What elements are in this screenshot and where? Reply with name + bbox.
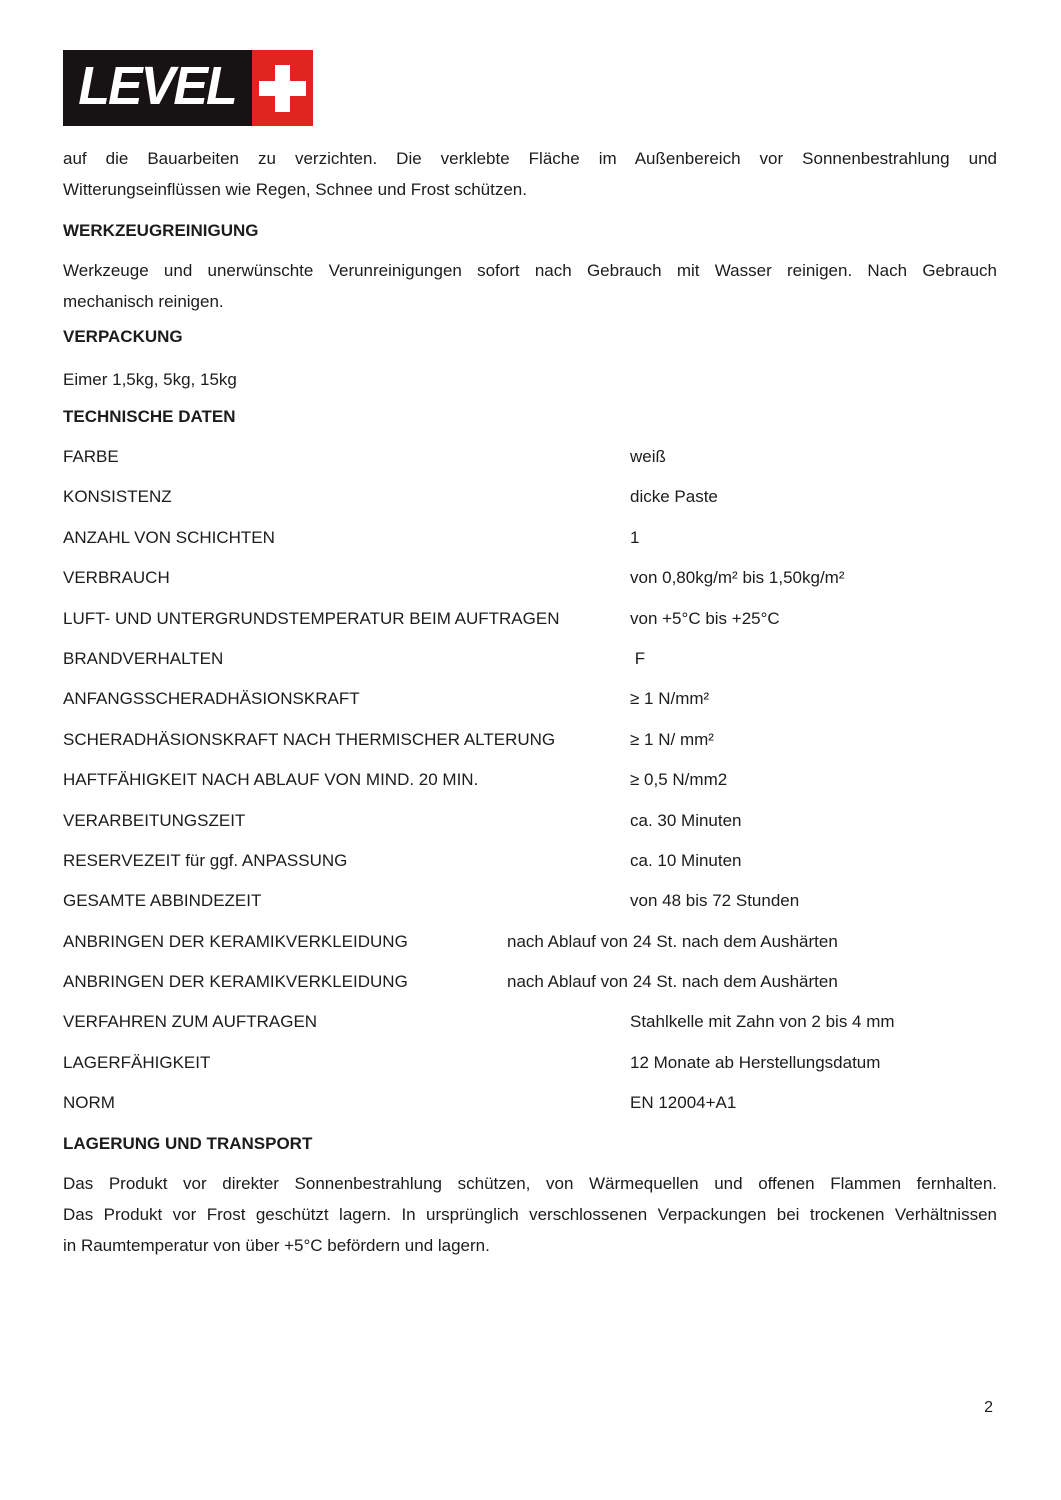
intro-paragraph xyxy=(63,143,997,205)
row-label: VERBRAUCH xyxy=(63,568,170,588)
paragraph-line: Witterungseinflüssen wie Regen, Schnee und Frost schützen. xyxy=(63,180,527,199)
row-value: F xyxy=(630,648,646,668)
row-value: von 48 bis 72 Stunden xyxy=(630,891,800,911)
row-value: 12 Monate ab Herstellungsdatum xyxy=(630,1052,881,1072)
technical-data-table xyxy=(63,441,997,1128)
table-row xyxy=(63,481,997,521)
table-row xyxy=(63,603,997,643)
table-row xyxy=(63,562,997,602)
row-value: EN 12004+A1 xyxy=(630,1093,737,1113)
brand-logo xyxy=(63,50,313,126)
table-row xyxy=(63,441,997,481)
table-row xyxy=(63,805,997,845)
section-heading-werkzeugreinigung: WERKZEUGREINIGUNG xyxy=(63,221,259,240)
row-label: RESERVEZEIT für ggf. ANPASSUNG xyxy=(63,850,348,870)
table-row xyxy=(63,926,997,966)
row-label: VERARBEITUNGSZEIT xyxy=(63,810,246,830)
table-row xyxy=(63,966,997,1006)
paragraph-line: in Raumtemperatur von über +5°C befördern und lagern. xyxy=(63,1235,490,1255)
table-row xyxy=(63,683,997,723)
row-value: ≥ 0,5 N/mm2 xyxy=(630,770,728,790)
row-label: LAGERFÄHIGKEIT xyxy=(63,1052,211,1072)
row-label: VERFAHREN ZUM AUFTRAGEN xyxy=(63,1012,318,1032)
row-label: KONSISTENZ xyxy=(63,487,172,507)
table-row xyxy=(63,845,997,885)
table-row xyxy=(63,1006,997,1046)
row-value: ≥ 1 N/ mm² xyxy=(630,729,714,749)
row-value: dicke Paste xyxy=(630,487,718,507)
row-value: von +5°C bis +25°C xyxy=(630,608,780,628)
row-label: ANZAHL VON SCHICHTEN xyxy=(63,527,275,547)
row-value: ≥ 1 N/mm² xyxy=(630,689,710,709)
logo-text: LEVEL xyxy=(78,56,237,116)
table-row xyxy=(63,1047,997,1087)
row-value: 1 xyxy=(630,527,640,547)
logo-wordmark-box xyxy=(63,50,252,126)
plus-icon xyxy=(259,65,306,112)
row-label: HAFTFÄHIGKEIT NACH ABLAUF VON MIND. 20 MIN. xyxy=(63,770,479,790)
row-label: FARBE xyxy=(63,447,119,466)
row-label: SCHERADHÄSIONSKRAFT NACH THERMISCHER ALTERUNG xyxy=(63,729,556,749)
verpackung-text: Eimer 1,5kg, 5kg, 15kg xyxy=(63,370,237,389)
table-row xyxy=(63,522,997,562)
section-heading-verpackung: VERPACKUNG xyxy=(63,327,183,346)
table-row xyxy=(63,643,997,683)
table-row xyxy=(63,724,997,764)
section-heading-lagerung: LAGERUNG UND TRANSPORT xyxy=(63,1133,313,1153)
paragraph-line: Das Produkt vor Frost geschützt lagern. In ursprünglich verschlossenen Verpackungen bei trockenen Verhältnissen xyxy=(63,1204,997,1224)
werkzeugreinigung-paragraph xyxy=(63,255,997,317)
row-value: ca. 10 Minuten xyxy=(630,850,742,870)
section-heading-technische-daten: TECHNISCHE DATEN xyxy=(63,407,236,426)
table-row xyxy=(63,885,997,925)
lagerung-paragraph xyxy=(63,1168,997,1261)
row-value: nach Ablauf von 24 St. nach dem Aushärten xyxy=(507,972,838,992)
row-label: ANBRINGEN DER KERAMIKVERKLEIDUNG xyxy=(63,931,408,951)
row-label: BRANDVERHALTEN xyxy=(63,648,224,668)
row-label: NORM xyxy=(63,1093,115,1113)
row-value: nach Ablauf von 24 St. nach dem Aushärten xyxy=(507,931,838,951)
row-label: GESAMTE ABBINDEZEIT xyxy=(63,891,262,911)
row-label: LUFT- UND UNTERGRUNDSTEMPERATUR BEIM AUFTRAGEN xyxy=(63,608,560,628)
row-value: ca. 30 Minuten xyxy=(630,810,742,830)
row-value: weiß xyxy=(630,447,666,466)
row-label: ANFANGSSCHERADHÄSIONSKRAFT xyxy=(63,689,360,709)
paragraph-line: mechanisch reinigen. xyxy=(63,292,224,311)
row-value: Stahlkelle mit Zahn von 2 bis 4 mm xyxy=(630,1012,895,1032)
page-number: 2 xyxy=(984,1399,993,1416)
paragraph-line: Das Produkt vor direkter Sonnenbestrahlung schützen, von Wärmequellen und offenen Flammen fernhalten. xyxy=(63,1173,997,1193)
table-row xyxy=(63,764,997,804)
table-row xyxy=(63,1087,997,1127)
row-value: von 0,80kg/m² bis 1,50kg/m² xyxy=(630,568,845,588)
paragraph-line: Werkzeuge und unerwünschte Verunreinigungen sofort nach Gebrauch mit Wasser reinigen. Nach Gebrauch xyxy=(63,261,997,280)
paragraph-line: auf die Bauarbeiten zu verzichten. Die verklebte Fläche im Außenbereich vor Sonnenbestrahlung und xyxy=(63,149,997,168)
row-label: ANBRINGEN DER KERAMIKVERKLEIDUNG xyxy=(63,972,408,992)
logo-plus-box xyxy=(252,50,313,126)
